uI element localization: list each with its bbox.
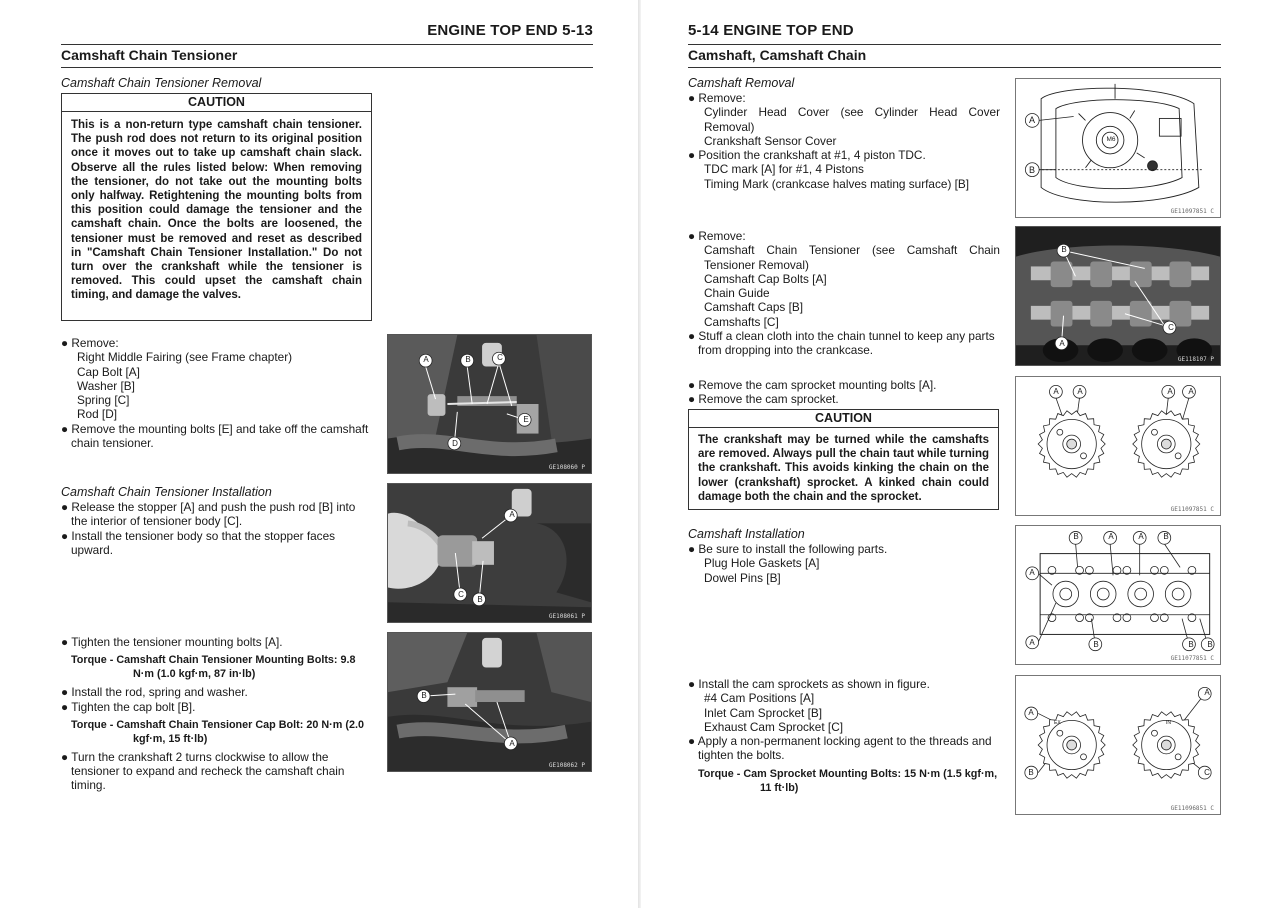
- callout-b: B: [1163, 532, 1169, 541]
- callout-c: C: [497, 353, 503, 362]
- callout-b: B: [477, 595, 483, 604]
- list-item: Camshaft Caps [B]: [704, 300, 804, 315]
- camshaft-photo: [1015, 226, 1221, 366]
- callout-b: B: [465, 355, 471, 364]
- callout-c: C: [1168, 323, 1174, 332]
- page-header: ENGINE TOP END 5-13: [427, 22, 593, 39]
- callout-b: B: [421, 691, 427, 700]
- section-rule: [61, 67, 593, 68]
- list-item: Rod [D]: [77, 407, 117, 422]
- cap-bolt-photo: [387, 632, 592, 772]
- figure-code: GE11096851 C: [1170, 805, 1214, 812]
- list-item: Spring [C]: [77, 393, 130, 408]
- list-item: Cylinder Head Cover (see Cylinder Head Cover Removal): [704, 105, 1000, 134]
- list-item: Exhaust Cam Sprocket [C]: [704, 719, 843, 734]
- caution-text: The crankshaft may be turned while the camshafts are removed. Always pull the chain taut while turning the crankshaft. This avoids kinking the chain on the lower (crankshaft) sprocket. A kinked chain could damage both the chain and the sprocket.: [698, 434, 989, 503]
- callout-a: A: [1053, 387, 1059, 396]
- list-item: Camshaft Cap Bolts [A]: [704, 271, 827, 286]
- list-item: Washer [B]: [77, 378, 135, 393]
- bullet-item: ● Stuff a clean cloth into the chain tunnel to keep any parts from dropping into the crankcase.: [688, 329, 995, 358]
- callout-a: A: [1029, 568, 1035, 577]
- installation-steps: [688, 542, 1000, 585]
- callout-a: A: [1188, 387, 1194, 396]
- bullet-item: ● Remove:: [61, 336, 119, 350]
- exhaust-sprocket: [1038, 712, 1105, 778]
- figure-code: GE108060 P: [548, 464, 585, 471]
- callout-b: B: [1093, 640, 1099, 649]
- installation-steps: [61, 500, 373, 557]
- list-item: Inlet Cam Sprocket [B]: [704, 705, 823, 720]
- callout-a: A: [1108, 532, 1114, 541]
- list-item: TDC mark [A] for #1, 4 Pistons: [704, 162, 864, 177]
- figure-code: GE108061 P: [548, 613, 585, 620]
- section-rule: [688, 67, 1221, 68]
- page-header: 5-14 ENGINE TOP END: [688, 22, 854, 39]
- list-item: Cap Bolt [A]: [77, 364, 140, 379]
- bullet-item: ● Turn the crankshaft 2 turns clockwise to allow the tensioner to expand and recheck the camshaft chain timing.: [61, 749, 345, 793]
- list-item: Timing Mark (crankcase halves mating surface) [B]: [704, 176, 970, 191]
- removal-subhead: Camshaft Chain Tensioner Removal: [61, 76, 262, 90]
- m6-label: M6: [1106, 136, 1116, 143]
- callout-a: A: [1028, 708, 1034, 717]
- callout-c: C: [458, 590, 464, 599]
- torque-spec: Torque - Camshaft Chain Tensioner Mounting Bolts: 9.8 N·m (1.0 kgf·m, 87 in·lb): [71, 654, 356, 681]
- figure-code: GE11097851 C: [1170, 506, 1214, 513]
- caution-title: CAUTION: [62, 94, 371, 112]
- callout-e: E: [523, 415, 529, 424]
- section-title: Camshaft Chain Tensioner: [61, 47, 238, 63]
- in-label: IN: [1166, 720, 1171, 726]
- header-rule: [688, 44, 1221, 45]
- section-title: Camshaft, Camshaft Chain: [688, 47, 867, 63]
- removal-subhead: Camshaft Removal: [688, 76, 795, 90]
- list-item: Crankshaft Sensor Cover: [704, 133, 837, 148]
- bullet-item: ● Remove the cam sprocket.: [688, 392, 839, 407]
- list-item: Dowel Pins [B]: [704, 570, 781, 585]
- plug-hole-gasket: [1060, 588, 1072, 600]
- plug-hole-gasket: [1097, 588, 1109, 600]
- bullet-item: ● Remove the cam sprocket mounting bolts [A].: [688, 378, 937, 392]
- header-rule: [61, 44, 593, 45]
- tensioner-removal-photo: [387, 334, 592, 474]
- figure-code: GE11077851 C: [1170, 655, 1214, 662]
- bullet-item: ● Position the crankshaft at #1, 4 piston TDC.: [688, 148, 926, 163]
- torque-spec: Torque - Cam Sprocket Mounting Bolts: 15 N·m (1.5 kgf·m, 11 ft·lb): [698, 767, 998, 794]
- callout-a: A: [1204, 688, 1210, 697]
- removal-steps: [61, 336, 373, 450]
- installation-subhead: Camshaft Installation: [688, 527, 805, 541]
- bullet-item: ● Remove the mounting bolts [E] and take off the camshaft chain tensioner.: [61, 421, 369, 451]
- torque-spec: Torque - Camshaft Chain Tensioner Cap Bolt: 20 N·m (2.0 kgf·m, 15 ft·lb): [71, 718, 364, 745]
- tdc-mark-figure: [1015, 78, 1221, 218]
- removal-steps: [688, 91, 1000, 191]
- list-item: Right Middle Fairing (see Frame chapter): [77, 350, 293, 365]
- removal-steps-2: [688, 229, 1000, 358]
- inlet-sprocket: [1133, 411, 1200, 477]
- bullet-item: ● Apply a non-permanent locking agent to the threads and tighten the bolts.: [688, 734, 992, 763]
- bullet-item: ● Install the rod, spring and washer.: [61, 685, 248, 700]
- callout-a: A: [1167, 387, 1173, 396]
- figure-code: GE108062 P: [548, 762, 585, 769]
- bullet-item: ● Be sure to install the following parts.: [688, 542, 888, 556]
- sprocket-install-steps: [688, 677, 1000, 799]
- figure-code: GE11097851 C: [1170, 208, 1214, 215]
- bullet-item: ● Install the cam sprockets as shown in figure.: [688, 677, 930, 691]
- callout-c: C: [1204, 768, 1210, 777]
- bullet-item: ● Install the tensioner body so that the stopper faces upward.: [61, 528, 336, 557]
- bullet-item: ● Remove:: [688, 229, 746, 243]
- ex-label: EX: [1054, 720, 1061, 726]
- list-item: Camshafts [C]: [704, 314, 779, 329]
- callout-a: A: [509, 739, 515, 748]
- callout-a: A: [1138, 532, 1144, 541]
- caution-title: CAUTION: [689, 410, 998, 428]
- tensioner-install-photo: [387, 483, 592, 623]
- installation-steps-2: [61, 635, 373, 793]
- bullet-item: ● Release the stopper [A] and push the push rod [B] into the interior of tensioner body [C].: [61, 500, 356, 529]
- callout-b: B: [1061, 245, 1067, 254]
- callout-b: B: [1028, 165, 1035, 175]
- callout-d: D: [452, 439, 458, 448]
- callout-b: B: [1028, 768, 1034, 777]
- plug-hole-gasket: [1135, 588, 1147, 600]
- sprocket-positions-figure: [1015, 675, 1221, 815]
- right-page: [641, 0, 1280, 908]
- callout-a: A: [1029, 638, 1035, 647]
- sprocket-bolts-figure: [1015, 376, 1221, 516]
- installation-subhead: Camshaft Chain Tensioner Installation: [61, 485, 272, 499]
- list-item: Camshaft Chain Tensioner (see Camshaft Chain Tensioner Removal): [704, 243, 1000, 272]
- callout-a: A: [509, 510, 515, 519]
- list-item: Plug Hole Gaskets [A]: [704, 556, 820, 571]
- plug-hole-gasket: [1172, 588, 1184, 600]
- callout-a: A: [423, 355, 429, 364]
- callout-a: A: [1077, 387, 1083, 396]
- caution-box: [688, 409, 999, 510]
- list-item: Chain Guide: [704, 286, 770, 301]
- exhaust-sprocket: [1038, 411, 1105, 477]
- left-page: [0, 0, 638, 908]
- list-item: #4 Cam Positions [A]: [704, 691, 815, 706]
- figure-code: GE118107 P: [1177, 356, 1214, 363]
- callout-b: B: [1073, 532, 1079, 541]
- caution-box: [61, 93, 372, 321]
- callout-b: B: [1207, 640, 1213, 649]
- callout-a: A: [1059, 339, 1065, 348]
- bullet-item: ● Tighten the tensioner mounting bolts [A].: [61, 635, 283, 649]
- sprocket-steps: [688, 378, 1000, 407]
- callout-b: B: [1188, 640, 1194, 649]
- bullet-item: ● Remove:: [688, 91, 746, 105]
- caution-text: This is a non-return type camshaft chain tensioner. The push rod does not return to its original position once it moves out to take up camshaft chain slack. Observe all the rules listed below: When removing the tensioner, do not take out the mounting bolts only halfway. Retightening the mounting bolts from this position could damage the tensioner and the camshaft chain. Once the bolts are loosened, the tensioner must be removed and reset as described in "Camshaft Chain Tensioner Installation." Do not turn over the crankshaft while the tensioner is removed. This could upset the camshaft chain timing, and damage the valves.: [71, 119, 362, 302]
- callout-a: A: [1028, 115, 1035, 125]
- cylinder-head-figure: [1015, 525, 1221, 665]
- bullet-item: ● Tighten the cap bolt [B].: [61, 699, 196, 714]
